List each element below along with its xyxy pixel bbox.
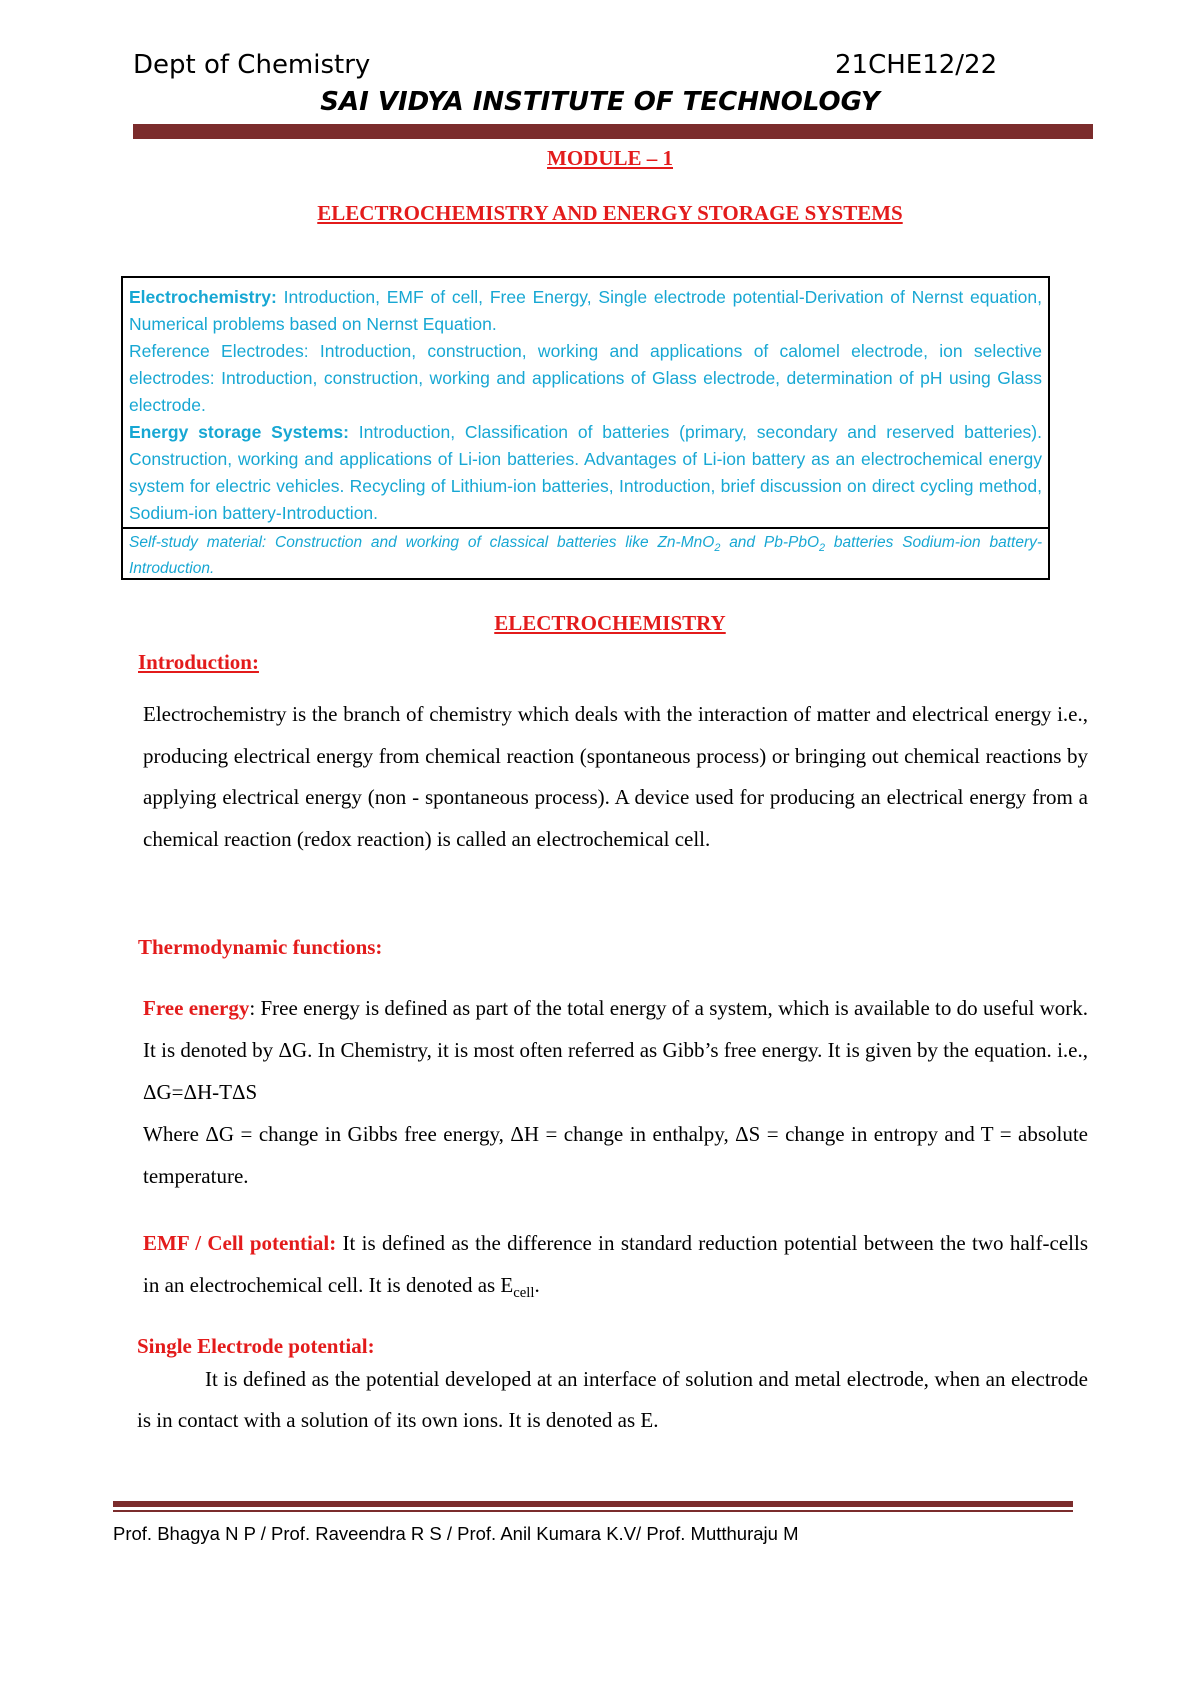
single-electrode-paragraph [137, 1359, 1088, 1441]
syllabus-text-electrochemistry: Introduction, EMF of cell, Free Energy, Single electrode potential-Derivation of Nernst equation, Numerical problems based on Nernst Equation. [129, 287, 1042, 334]
footer-divider-bar [113, 1501, 1073, 1507]
introduction-text: Electrochemistry is the branch of chemistry which deals with the interaction of matter and electrical energy i.e., producing electrical energy from chemical reaction (spontaneous process) or bringing out chemical reactions by applying electrical energy (non - spontaneous process). A device used for producing an electrical energy from a chemical reaction (redox reaction) is called an electrochemical cell. [143, 702, 1088, 851]
module-title: MODULE – 1 [547, 146, 673, 170]
free-energy-where: Where ΔG = change in Gibbs free energy, ΔH = change in enthalpy, ΔS = change in entropy and T = absolute temperature. [143, 1122, 1088, 1188]
syllabus-text-energy-storage: Introduction, Classification of batteries (primary, secondary and reserved batteries). Construction, working and applications of Li-ion batteries. Advantages of Li-ion battery as an electrochemical energy system for electric vehicles. Recycling of Lithium-ion batteries, Introduction, brief discussion on direct cycling method, Sodium-ion battery-Introduction. [129, 422, 1042, 523]
self-study-text-1: Self-study material: Construction and working of classical batteries like Zn-MnO [129, 534, 715, 551]
footer-authors: Prof. Bhagya N P / Prof. Raveendra R S / Prof. Anil Kumara K.V/ Prof. Mutthuraju M [113, 1523, 799, 1544]
single-electrode-heading: Single Electrode potential: [137, 1334, 375, 1358]
header-course-code: 21CHE12/22 [835, 50, 998, 80]
syllabus-label-electrochemistry: Electrochemistry: [129, 287, 277, 307]
self-study-note [129, 530, 1042, 582]
emf-subscript: cell [513, 1284, 535, 1301]
thermodynamic-heading: Thermodynamic functions: [138, 935, 383, 959]
free-energy-paragraph [143, 987, 1088, 1197]
institute-name: SAI VIDYA INSTITUTE OF TECHNOLOGY [320, 87, 880, 117]
syllabus-label-energy-storage: Energy storage Systems: [129, 422, 349, 442]
header-dept: Dept of Chemistry [133, 50, 371, 80]
self-study-text-2: and Pb-PbO [720, 534, 820, 551]
emf-end: . [534, 1272, 540, 1297]
syllabus-separator [123, 527, 1048, 529]
emf-label: EMF / Cell potential: [143, 1231, 337, 1255]
self-study-subscript-1: 2 [714, 542, 721, 555]
syllabus-box [121, 276, 1050, 580]
syllabus-electrochemistry [129, 284, 1042, 338]
syllabus-energy-storage [129, 419, 1042, 527]
footer-divider-thin [113, 1510, 1073, 1512]
self-study-subscript-2: 2 [819, 542, 826, 555]
syllabus-reference-electrodes: Reference Electrodes: Introduction, construction, working and applications of calomel electrode, ion selective electrodes: Introduction, construction, working and applications of Glass electrode, determination of pH using Glass electrode. [129, 341, 1042, 415]
self-study-text-3: batteries Sodium-ion battery-Introduction. [129, 534, 1043, 577]
free-energy-definition [143, 987, 1088, 1113]
emf-text: It is defined as the difference in standard reduction potential between the two half-cells in an electrochemical cell. It is denoted as E [143, 1231, 1088, 1297]
subject-title: ELECTROCHEMISTRY AND ENERGY STORAGE SYSTEMS [317, 201, 903, 225]
single-electrode-text: It is defined as the potential developed at an interface of solution and metal electrode, when an electrode is in contact with a solution of its own ions. It is denoted as E. [137, 1367, 1088, 1432]
section-title: ELECTROCHEMISTRY [494, 611, 726, 635]
header-divider-bar [133, 124, 1093, 139]
introduction-heading: Introduction: [138, 650, 259, 674]
syllabus-content [129, 284, 1042, 527]
free-energy-text: : Free energy is defined as part of the total energy of a system, which is available to do useful work. It is denoted by ΔG. In Chemistry, it is most often referred as Gibb’s free energy. It is given by the equation. i.e., ΔG=ΔH-TΔS [143, 996, 1088, 1104]
emf-paragraph [143, 1223, 1088, 1306]
introduction-paragraph [143, 694, 1088, 860]
emf-definition [143, 1223, 1088, 1306]
free-energy-label: Free energy [143, 996, 250, 1020]
